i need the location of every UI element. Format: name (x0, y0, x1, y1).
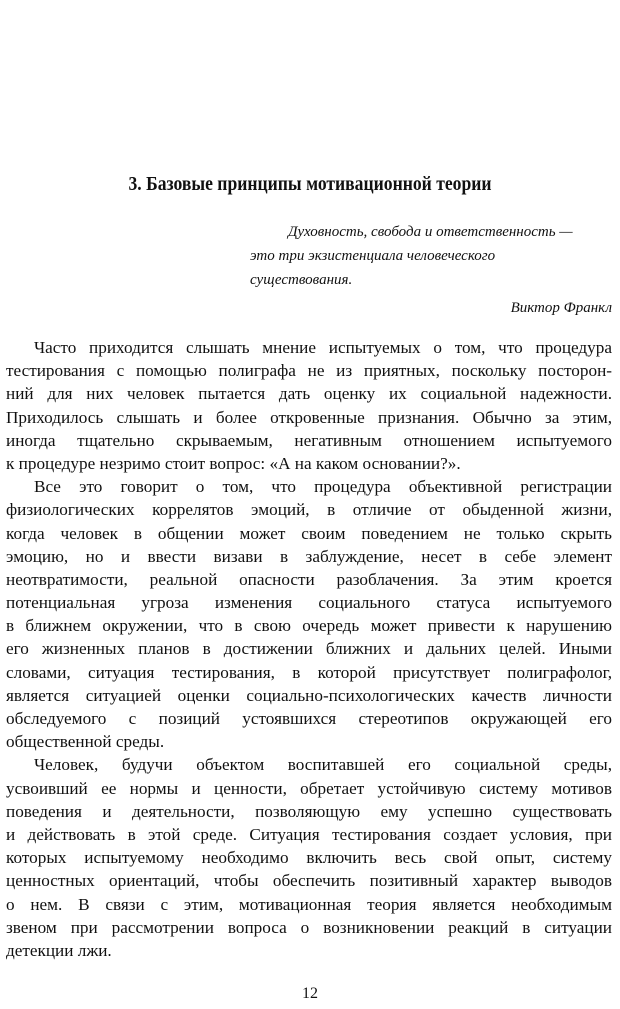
text-line: которых испытуемому необходимо включить весь свой опыт, систему (6, 848, 612, 868)
text-line: неотвратимости, реальной опасности разоблачения. За этим кроется (6, 569, 612, 589)
text-line: о нем. В связи с этим, мотивационная теория является необходимым (6, 894, 612, 914)
paragraph-2 (6, 475, 612, 753)
text-line: в ближнем окружении, что в свою очередь может привести к нарушению (6, 616, 612, 636)
text-line: Приходилось слышать и более откровенные признания. Обычно за этим, (6, 407, 612, 427)
text-line: усвоивший ее нормы и ценности, обретает устойчивую систему мотивов (6, 778, 612, 798)
text-line: обследуемого с позиций устоявшихся стереотипов окружающей его (6, 709, 612, 728)
text-line: когда человек в общении может своим поведением не только скрыть (6, 523, 612, 543)
paragraph-3 (6, 753, 612, 962)
text-line: эмоцию, но и ввести визави в заблуждение, несет в себе элемент (6, 546, 612, 566)
epigraph-line: существования. (250, 272, 353, 288)
text-line: общественной среды. (6, 732, 165, 752)
text-line: Все это говорит о том, что процедура объективной регистрации (34, 477, 612, 497)
text-line: его жизненных планов в достижении ближних и дальних целей. Иными (6, 639, 612, 659)
text-line: детекции лжи. (6, 940, 112, 960)
text-line: физиологических коррелятов эмоций, в отличие от обыденной жизни, (6, 500, 612, 520)
text-line: Часто приходится слышать мнение испытуемых о том, что процедура (34, 338, 612, 357)
text-line: ценностных ориентаций, чтобы обеспечить позитивный характер выводов (6, 871, 612, 891)
text-line: является ситуацией оценки социально-психологических качеств личности (6, 685, 612, 705)
text-line: потенциальная угроза изменения социального статуса испытуемого (6, 593, 612, 613)
body-text (6, 336, 612, 962)
text-line: иногда тщательно скрываемым, негативным отношением испытуемого (6, 430, 612, 450)
text-line: звеном при рассмотрении вопроса о возникновении реакций в ситуации (6, 917, 612, 937)
page-number: 12 (302, 985, 318, 1002)
text-line: ний для них человек пытается дать оценку их социальной надежности. (6, 384, 612, 404)
epigraph-line: Духовность, свобода и ответственность — (288, 224, 573, 240)
epigraph (250, 220, 612, 320)
text-line: поведения и деятельности, позволяющую ему успешно существовать (6, 801, 612, 821)
epigraph-line: это три экзистенциала человеческого (250, 248, 496, 264)
text-line: Человек, будучи объектом воспитавшей его социальной среды, (34, 755, 612, 775)
text-line: к процедуре незримо стоит вопрос: «А на каком основании?». (6, 453, 461, 473)
text-line: тестирования с помощью полиграфа не из приятных, поскольку посторон- (6, 361, 612, 381)
chapter-title: 3. Базовые принципы мотивационной теории (128, 173, 492, 195)
paragraph-1 (6, 336, 612, 475)
text-line: словами, ситуация тестирования, в которой присутствует полиграфолог, (6, 662, 612, 682)
text-line: и действовать в этой среде. Ситуация тестирования создает условия, при (6, 824, 612, 844)
epigraph-author: Виктор Франкл (510, 300, 612, 316)
